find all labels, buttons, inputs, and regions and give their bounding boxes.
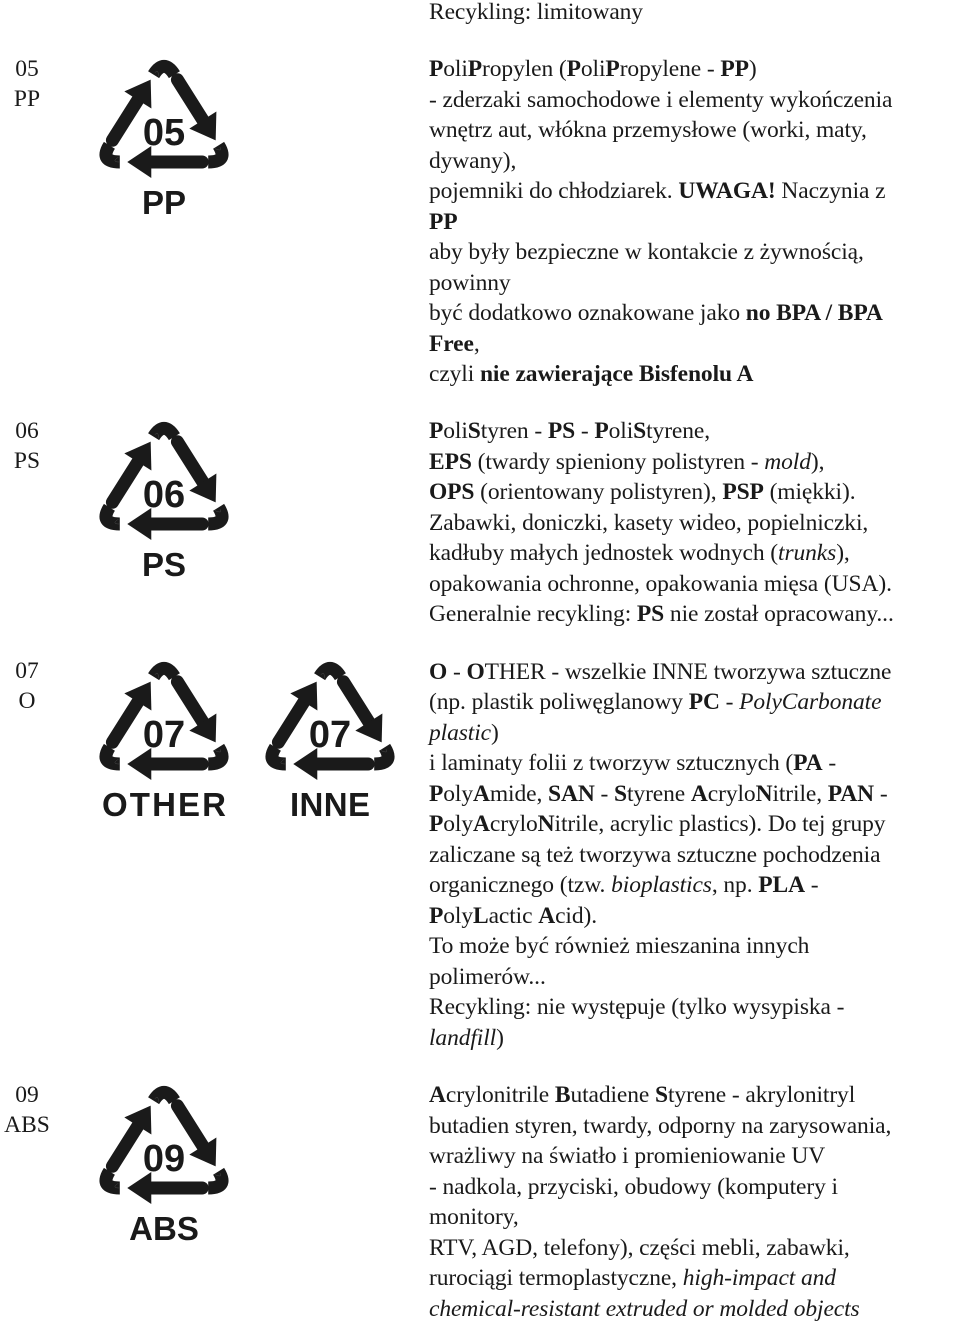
description-line — [429, 1023, 504, 1053]
text-run: tyrene, — [646, 418, 711, 444]
text-run: P — [429, 418, 444, 444]
text-run: P — [566, 56, 581, 82]
text-run: PC — [688, 689, 720, 715]
description-line — [429, 931, 809, 961]
description-line — [429, 176, 885, 206]
text-run: bioplastics — [611, 872, 712, 898]
description-line — [429, 992, 844, 1022]
resin-code-abbreviation: ABS — [4, 1112, 50, 1138]
text-run: wnętrz aut, włókna przemysłowe (worki, maty, — [429, 117, 867, 143]
text-run: A — [538, 903, 556, 929]
text-run: powinny — [429, 270, 511, 296]
recycling-symbol-icon — [94, 652, 234, 822]
description-line — [429, 0, 643, 27]
text-run: SAN — [548, 781, 595, 807]
description-line — [429, 1111, 891, 1141]
description-line — [429, 359, 753, 389]
text-run: P — [594, 418, 609, 444]
text-run: A — [690, 781, 708, 807]
text-run: itrile, acrylic plastics). Do tej grupy — [554, 811, 886, 837]
text-run: A — [473, 781, 490, 807]
symbol-label: INNE — [290, 786, 370, 823]
description-line — [429, 657, 891, 687]
text-run: - — [447, 659, 467, 685]
text-run: , np. — [711, 872, 759, 898]
description-line — [429, 85, 892, 115]
text-run: S — [614, 781, 627, 807]
text-run: trunks — [778, 540, 837, 566]
text-run: - — [804, 872, 819, 898]
text-run: polimerów... — [429, 964, 546, 990]
text-run: S — [655, 1082, 668, 1108]
text-run: czyli — [429, 361, 480, 387]
text-run: PolyCarbonate — [739, 689, 882, 715]
text-run: (np. plastik poliwęglanowy — [429, 689, 689, 715]
description-line — [429, 146, 516, 176]
text-run: cid). — [555, 903, 597, 929]
text-run: O — [466, 659, 485, 685]
text-run: tyrene — [627, 781, 691, 807]
description-line — [429, 207, 458, 237]
text-run: aby były bezpieczne w kontakcie z żywnością, — [429, 239, 864, 265]
resin-code-number: 05 — [15, 56, 39, 82]
text-run: ropylen ( — [482, 56, 567, 82]
text-run: B — [554, 1082, 571, 1108]
text-run: S — [467, 418, 481, 444]
text-run: oly — [443, 781, 473, 807]
text-run: kadłuby małych jednostek wodnych ( — [429, 540, 779, 566]
text-run: zaliczane są też tworzywa sztuczne pochodzenia — [429, 842, 881, 868]
text-run: PP — [429, 209, 458, 235]
text-run: To może być również mieszanina innych — [429, 933, 810, 959]
text-run: P — [429, 811, 444, 837]
text-run: L — [473, 903, 489, 929]
resin-code-number: 06 — [15, 418, 39, 444]
description-line — [429, 962, 546, 992]
text-run: ), — [836, 540, 850, 566]
symbol-number: 07 — [142, 714, 186, 756]
text-run: A — [473, 811, 490, 837]
description-line — [429, 115, 867, 145]
text-run: crylonitrile — [445, 1082, 555, 1108]
text-run: ropylene - — [619, 56, 721, 82]
text-run: Recykling: nie występuje (tylko wysypiska - — [429, 994, 845, 1020]
text-run: THER - wszelkie INNE tworzywa sztuczne — [484, 659, 892, 685]
description-line — [429, 447, 824, 477]
text-run: oli — [580, 56, 606, 82]
description-line — [429, 477, 855, 507]
resin-code-abbreviation: PS — [13, 448, 41, 474]
text-run: RTV, AGD, telefony), części mebli, zabawki, — [429, 1235, 850, 1261]
description-line — [429, 901, 597, 931]
text-run: O — [429, 659, 448, 685]
description-line — [429, 718, 499, 748]
text-run: P — [605, 56, 620, 82]
text-run: actic — [488, 903, 539, 929]
description-line — [429, 329, 480, 359]
description-line — [429, 298, 883, 328]
text-run: chemical-resistant extruded or molded objects — [429, 1296, 860, 1322]
text-run: nie został opracowany... — [664, 601, 894, 627]
description-line — [429, 840, 880, 870]
text-run: butadien styren, twardy, odporny na zarysowania, — [429, 1113, 892, 1139]
text-run: PS — [636, 601, 665, 627]
resin-code-number: 09 — [15, 1082, 39, 1108]
description-line — [429, 1141, 825, 1171]
text-run: P — [429, 781, 444, 807]
symbol-number: 06 — [142, 474, 186, 516]
description-line — [429, 54, 757, 84]
text-run: PP — [720, 56, 749, 82]
text-run: Recykling: limitowany — [429, 0, 643, 25]
text-run: N — [755, 781, 773, 807]
text-run: monitory, — [429, 1204, 519, 1230]
symbol-number: 09 — [142, 1138, 186, 1180]
text-run: - — [822, 750, 837, 776]
text-run: crylo — [489, 811, 538, 837]
text-run: - — [575, 418, 595, 444]
text-run: pojemniki do chłodziarek. — [429, 178, 679, 204]
text-run: P — [429, 56, 444, 82]
description-line — [429, 1080, 855, 1110]
text-run: , — [473, 331, 480, 357]
text-run: - — [594, 781, 615, 807]
text-run: oli — [443, 56, 468, 82]
text-run: być dodatkowo oznakowane jako — [429, 300, 746, 326]
text-run: S — [633, 418, 647, 444]
description-line — [429, 1294, 860, 1324]
text-run: PSP — [722, 479, 764, 505]
symbol-label: PS — [141, 546, 187, 583]
text-run: P — [467, 56, 483, 82]
recycling-symbol-icon — [94, 412, 234, 582]
text-run: PAN — [827, 781, 875, 807]
symbol-number: 05 — [142, 112, 186, 154]
description-line — [429, 779, 888, 809]
text-run: utadiene — [570, 1082, 656, 1108]
symbol-label: ABS — [129, 1210, 199, 1247]
description-line — [429, 809, 885, 839]
description-line — [429, 870, 818, 900]
text-run: N — [537, 811, 555, 837]
symbol-label: OTHER — [102, 786, 226, 823]
description-line — [429, 748, 836, 778]
description-line — [429, 508, 868, 538]
text-run: crylo — [707, 781, 756, 807]
description-line — [429, 1233, 850, 1263]
text-run: (twardy spieniony polistyren - — [471, 449, 765, 475]
text-run: rurociągi termoplastyczne, — [429, 1265, 683, 1291]
text-run: ) — [748, 56, 757, 82]
text-run: opakowania ochronne, opakowania mięsa (USA). — [429, 571, 892, 597]
description-line — [429, 268, 511, 298]
text-run: PA — [793, 750, 823, 776]
text-run: P — [429, 903, 444, 929]
symbol-number: 07 — [308, 714, 352, 756]
recycling-symbol-icon — [94, 50, 234, 220]
resin-code-number: 07 — [15, 658, 39, 684]
text-run: Naczynia z — [775, 178, 886, 204]
text-run: oli — [443, 418, 468, 444]
text-run: tyren - — [480, 418, 548, 444]
text-run: organicznego (tzw. — [429, 872, 612, 898]
description-line — [429, 687, 881, 717]
text-run: (orientowany polistyren), — [474, 479, 723, 505]
text-run: tyrene - akrylonitryl — [668, 1082, 856, 1108]
resin-code-abbreviation: PP — [13, 86, 41, 112]
text-run: (miękki). — [763, 479, 856, 505]
description-line — [429, 569, 892, 599]
recycling-symbol-icon — [94, 1076, 234, 1246]
text-run: PS — [547, 418, 576, 444]
text-run: ) — [490, 720, 499, 746]
text-run: Zabawki, doniczki, kasety wideo, popielniczki, — [429, 510, 869, 536]
description-line — [429, 599, 894, 629]
text-run: A — [429, 1082, 446, 1108]
text-run: EPS — [429, 449, 472, 475]
text-run: - zderzaki samochodowe i elementy wykończenia — [429, 87, 893, 113]
description-line — [429, 538, 850, 568]
text-run: ), — [810, 449, 825, 475]
text-run: ) — [496, 1025, 504, 1051]
text-run: wrażliwy na światło i promieniowanie UV — [429, 1143, 826, 1169]
text-run: mold — [764, 449, 811, 475]
text-run: nie zawierające Bisfenolu A — [479, 361, 754, 387]
text-run: - — [719, 689, 740, 715]
description-line — [429, 1263, 836, 1293]
text-run: itrile, — [772, 781, 828, 807]
text-run: oly — [443, 903, 473, 929]
text-run: oly — [443, 811, 473, 837]
text-run: Free — [429, 331, 474, 357]
symbol-label: PP — [141, 184, 187, 221]
text-run: landfill — [429, 1025, 497, 1051]
description-line — [429, 237, 864, 267]
recycling-symbol-icon — [260, 652, 400, 822]
text-run: no BPA / BPA — [745, 300, 883, 326]
text-run: Generalnie recykling: — [429, 601, 637, 627]
description-line — [429, 1202, 519, 1232]
text-run: - nadkola, przyciski, obudowy (komputery i — [429, 1174, 838, 1200]
text-run: dywany), — [429, 148, 517, 174]
text-run: oli — [608, 418, 634, 444]
text-run: PLA — [758, 872, 805, 898]
text-run: OPS — [429, 479, 475, 505]
text-run: plastic — [429, 720, 491, 746]
resin-code-abbreviation: O — [18, 688, 36, 714]
text-run: i laminaty folii z tworzyw sztucznych ( — [429, 750, 794, 776]
description-line — [429, 1172, 838, 1202]
text-run: mide, — [489, 781, 549, 807]
text-run: high-impact and — [682, 1265, 836, 1291]
description-line — [429, 416, 710, 446]
text-run: UWAGA! — [678, 178, 776, 204]
text-run: - — [874, 781, 888, 807]
